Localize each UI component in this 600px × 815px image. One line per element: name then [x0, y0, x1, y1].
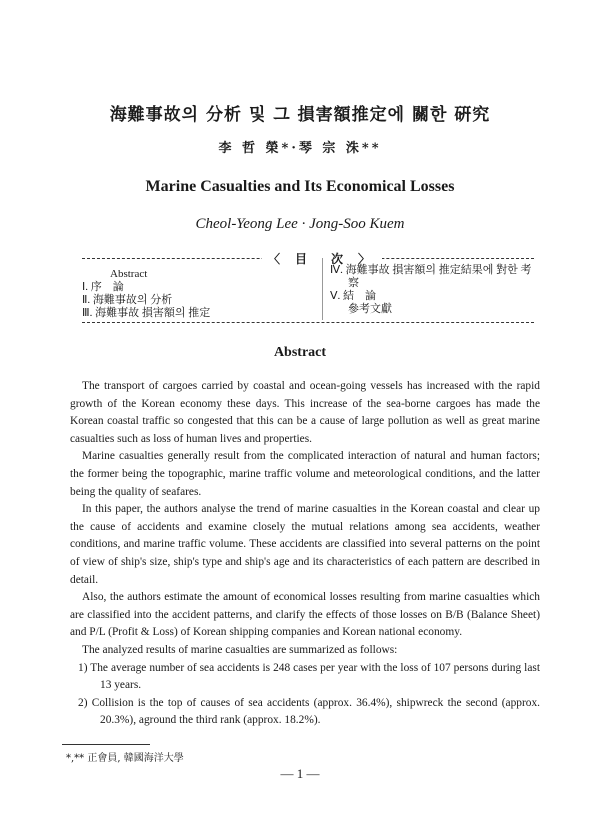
toc-item: Ⅳ. 海難事故 損害額의 推定結果에 對한 考 [330, 264, 532, 276]
page-number: — 1 — [280, 766, 320, 781]
toc-item: Ⅱ. 海難事故의 分析 [82, 294, 173, 306]
korean-authors: 李 哲 榮*·琴 宗 洙** [218, 141, 382, 156]
toc-divider [322, 258, 323, 320]
abstract-paragraph: In this paper, the authors analyse the trend of marine casualties in the Korean coastal and clear up the cause of accidents and examine closely the mutual relations among sea accidents, weather conditions, and marine traffic volume. These accidents are classified into several patterns on the point of view of ship's size, ship's type and ship's age and its characteristics of each pattern are described in detail. [70, 503, 540, 586]
toc-item: Ⅲ. 海難事故 損害額의 推定 [82, 307, 211, 319]
toc-item: 參考文獻 [348, 303, 392, 315]
abstract-paragraph: Marine casualties generally result from the complicated interaction of natural and human factors; the former being the topographic, marine traffic volume and meteorological conditions, and the latter being the quality of seafares. [70, 450, 540, 498]
footnote: *,** 正會員, 韓國海洋大學 [66, 753, 184, 764]
korean-title: 海難事故의 分析 및 그 損害額推定에 關한 硏究 [109, 105, 491, 125]
footnote-rule [62, 744, 150, 745]
english-title: Marine Casualties and Its Economical Losses [145, 178, 455, 195]
abstract-paragraph: Also, the authors estimate the amount of economical losses resulting from marine casualties which are classified into the accident patterns, and clarify the effects of those losses on B/B (Balance Sheet) and P/L (Profit & Loss) of Korean shipping companies and Korean national economy. [70, 591, 540, 639]
toc-title: 〈 目 次 〉 [262, 250, 382, 267]
result-list-item: 1) The average number of sea accidents is 248 cases per year with the loss of 107 persons during last 13 years. [78, 661, 540, 692]
abstract-body [70, 378, 540, 730]
toc-bottom-rule [82, 322, 534, 323]
toc-item: 察 [348, 277, 359, 289]
toc-item: Ⅴ. 結 論 [330, 290, 377, 302]
english-authors: Cheol-Yeong Lee · Jong-Soo Kuem [195, 216, 405, 232]
toc-item: Abstract [110, 268, 148, 280]
result-list-item: 2) Collision is the top of causes of sea accidents (approx. 36.4%), shipwreck the second (approx. 20.3%), aground the third rank (approx. 18.2%). [78, 696, 540, 727]
toc-left-column [82, 268, 317, 320]
toc-right-column [330, 264, 535, 316]
table-of-contents [82, 250, 534, 324]
toc-item: Ⅰ. 序 論 [82, 281, 124, 293]
abstract-heading: Abstract [273, 345, 327, 360]
abstract-paragraph: The transport of cargoes carried by coastal and ocean-going vessels has increased with the rapid growth of the Korean economy these days. This increase of the sea-borne cargoes has made the Korean coastal traffic so congested that this can be a cause of large pollution as well as great marine casualties such as loss of human lives and properties. [70, 380, 540, 445]
abstract-paragraph: The analyzed results of marine casualties are summarized as follows: [82, 643, 398, 656]
